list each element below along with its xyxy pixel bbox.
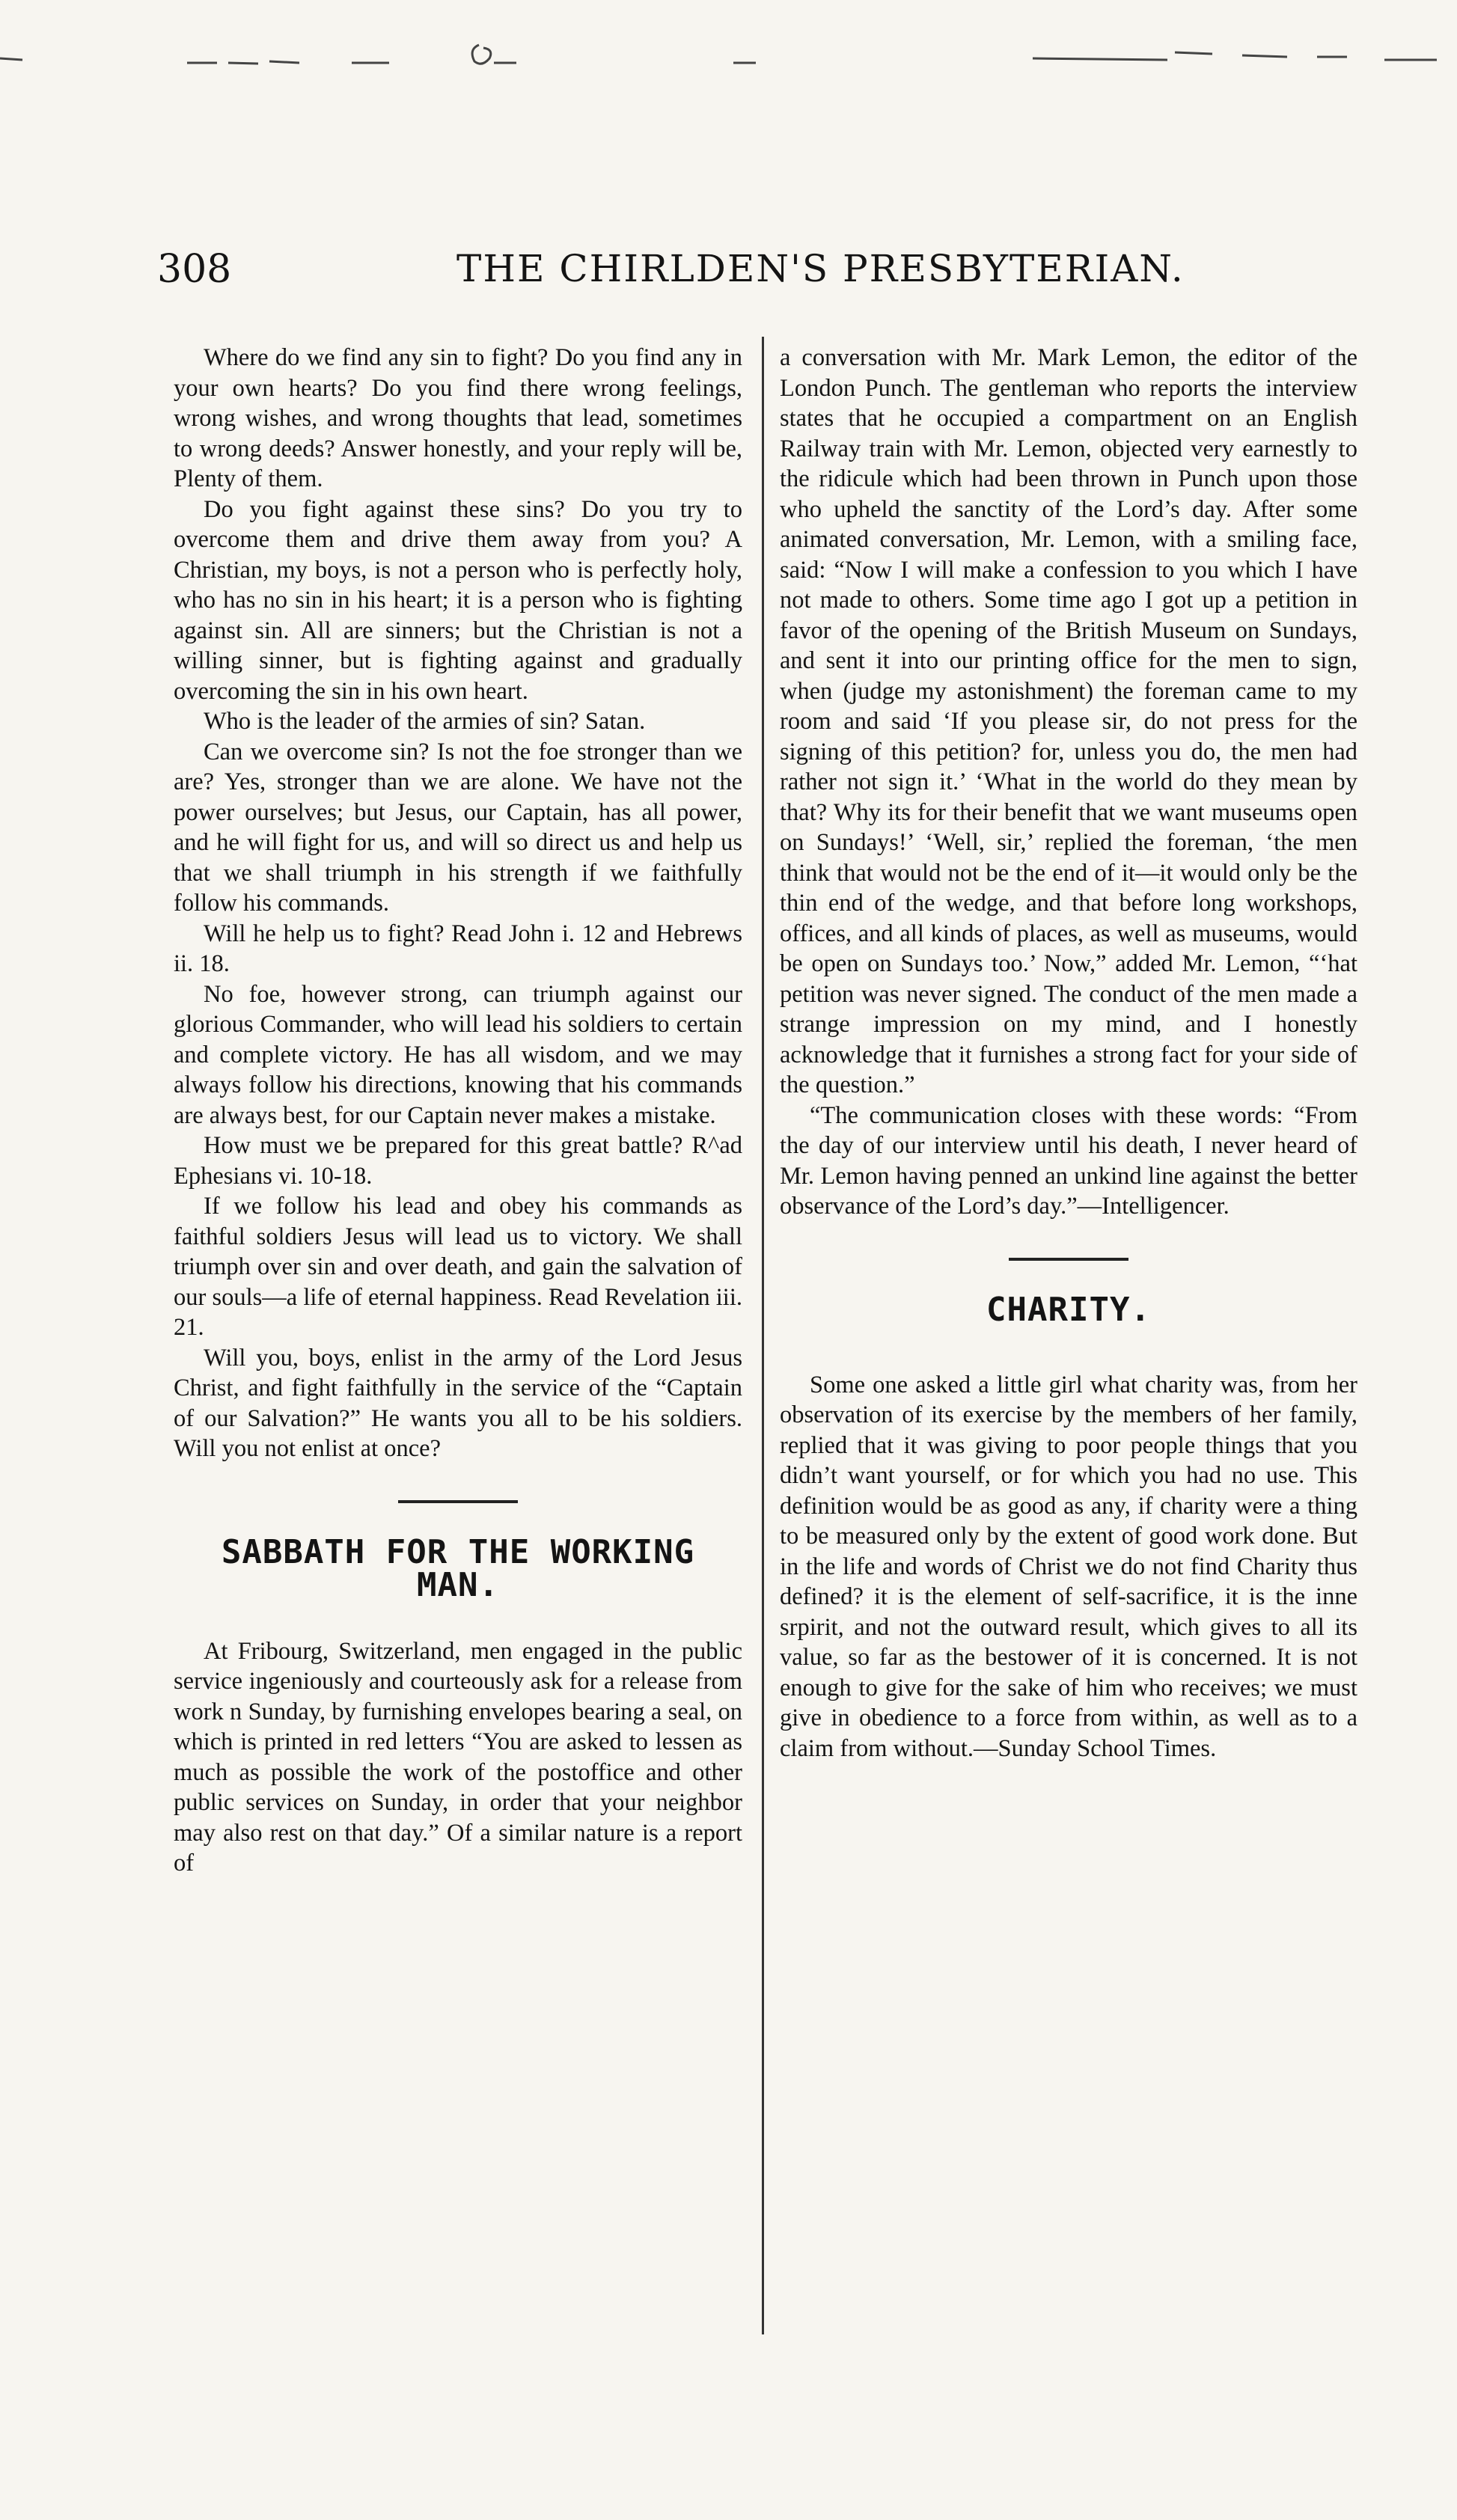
paragraph: a conversation with Mr. Mark Lemon, the editor of the London Punch. The gentleman who reports the interview states that he occupied a compartment on an English Railway train with Mr. Lemon, objected very earnestly to the ridicule which had been thrown in Punch upon those who upheld the sanctity of the Lord’s day. After some animated conversation, Mr. Lemon, with a smiling face, said: “Now I will make a confession to you which I have not made to others. Some time ago I got up a petition in favor of the opening of the British Museum on Sundays, and sent it into our printing office for the men to sign, when (judge my astonishment) the foreman came to my room and said ‘If you please sir, do not press for the signing of this petition? for, unless you do, the men had rather not sign it.’ ‘What in the world do they mean by that? Why its for their benefit that we want museums open on Sundays!’ ‘Well, sir,’ replied the foreman, ‘the men think that would not be the end of it—it would only be the thin end of the wedge, and that before long workshops, offices, and all kinds of places, as well as museums, would be open on Sundays too.’ Now,” added Mr. Lemon, “‘hat petition was never signed. The conduct of the men made a strange impression on my mind, and I honestly acknowledge that it furnishes a strong fact for your side of the question.” [780, 344, 1357, 1098]
running-title: THE CHIRLDEN'S PRESBYTERIAN. [456, 247, 1185, 290]
paragraph: How must we be prepared for this great battle? R^ad Ephesians vi. 10-18. [174, 1132, 742, 1190]
paragraph: Will you, boys, enlist in the army of the Lord Jesus Christ, and fight faithfully in the service of the “Captain of our Salvation?” He wants you all to be his soldiers. Will you not enlist at once? [174, 1344, 742, 1462]
section-divider [398, 1500, 518, 1503]
paragraph: Who is the leader of the armies of sin? Satan. [204, 708, 646, 735]
paragraph: Can we overcome sin? Is not the foe stronger than we are? Yes, stronger than we are alone. We have not the power ourselves; but Jesus, our Captain, has all power, and he will fight for us, and will so direct us and help us that we shall triumph in his strength if we faithfully follow his commands. [174, 738, 742, 917]
paragraph: “The communication closes with these words: “From the day of our interview until his death, I never heard of Mr. Lemon having penned an unkind line against the better observance of the Lord’s day.”—Intelligencer. [780, 1101, 1357, 1220]
scan-noise-marks [0, 30, 1457, 75]
page-header [157, 239, 1302, 299]
page-number: 308 [157, 247, 232, 292]
section-heading-sabbath: SABBATH FOR THE WORKING MAN. [221, 1532, 695, 1604]
paragraph: Do you fight against these sins? Do you try to overcome them and drive them away from you? A Christian, my boys, is not a person who is perfectly holy, who has no sin in his heart; it is a person who is fighting against sin. All are sinners; but the Christian is not a willing sinner, but is fighting against and gradually overcoming the sin in his own heart. [174, 495, 742, 705]
column-divider [762, 337, 764, 2334]
paragraph: At Fribourg, Switzerland, men engaged in the public service ingeniously and courteously ask for a release from work n Sunday, by furnishing envelopes bearing a seal, on which is printed in red letters “You are asked to lessen as much as possible the work of the postoffice and other public services on Sunday, in order that your neighbor may also rest on that day.” Of a similar nature is a report of [174, 1637, 742, 1877]
paragraph: No foe, however strong, can triumph against our glorious Commander, who will lead his soldiers to certain and complete victory. He has all wisdom, and we may always follow his directions, knowing that his commands are always best, for our Captain never makes a mistake. [174, 980, 742, 1129]
paragraph: Where do we find any sin to fight? Do you find any in your own hearts? Do you find there wrong feelings, wrong wishes, and wrong thoughts that lead, sometimes to wrong deeds? Answer honestly, and your reply will be, Plenty of them. [174, 344, 742, 492]
section-heading-charity: CHARITY. [986, 1290, 1151, 1329]
right-column [780, 343, 1357, 1764]
paragraph: Will he help us to fight? Read John i. 12 and Hebrews ii. 18. [174, 920, 742, 977]
paragraph: If we follow his lead and obey his commands as faithful soldiers Jesus will lead us to victory. We shall triumph over sin and over death, and gain the salvation of our souls—a life of eternal happiness. Read Revelation iii. 21. [174, 1193, 742, 1341]
section-divider [1009, 1258, 1128, 1261]
paragraph: Some one asked a little girl what charity was, from her observation of its exercise by the members of her family, replied that it was giving to poor people things that you didn’t want yourself, or for which you had no use. This definition would be as good as any, if charity were a thing to be measured only by the extent of good work done. But in the life and words of Christ we do not find Charity thus defined? it is the element of self-sacrifice, it is the inne srpirit, and not the outward result, which gives to all its value, so far as the bestower of it is concerned. It is not enough to give for the sake of him who receives; we must give in obedience to a force from within, as well as to a claim from without.—Sunday School Times. [780, 1371, 1357, 1762]
left-column [174, 343, 742, 1879]
